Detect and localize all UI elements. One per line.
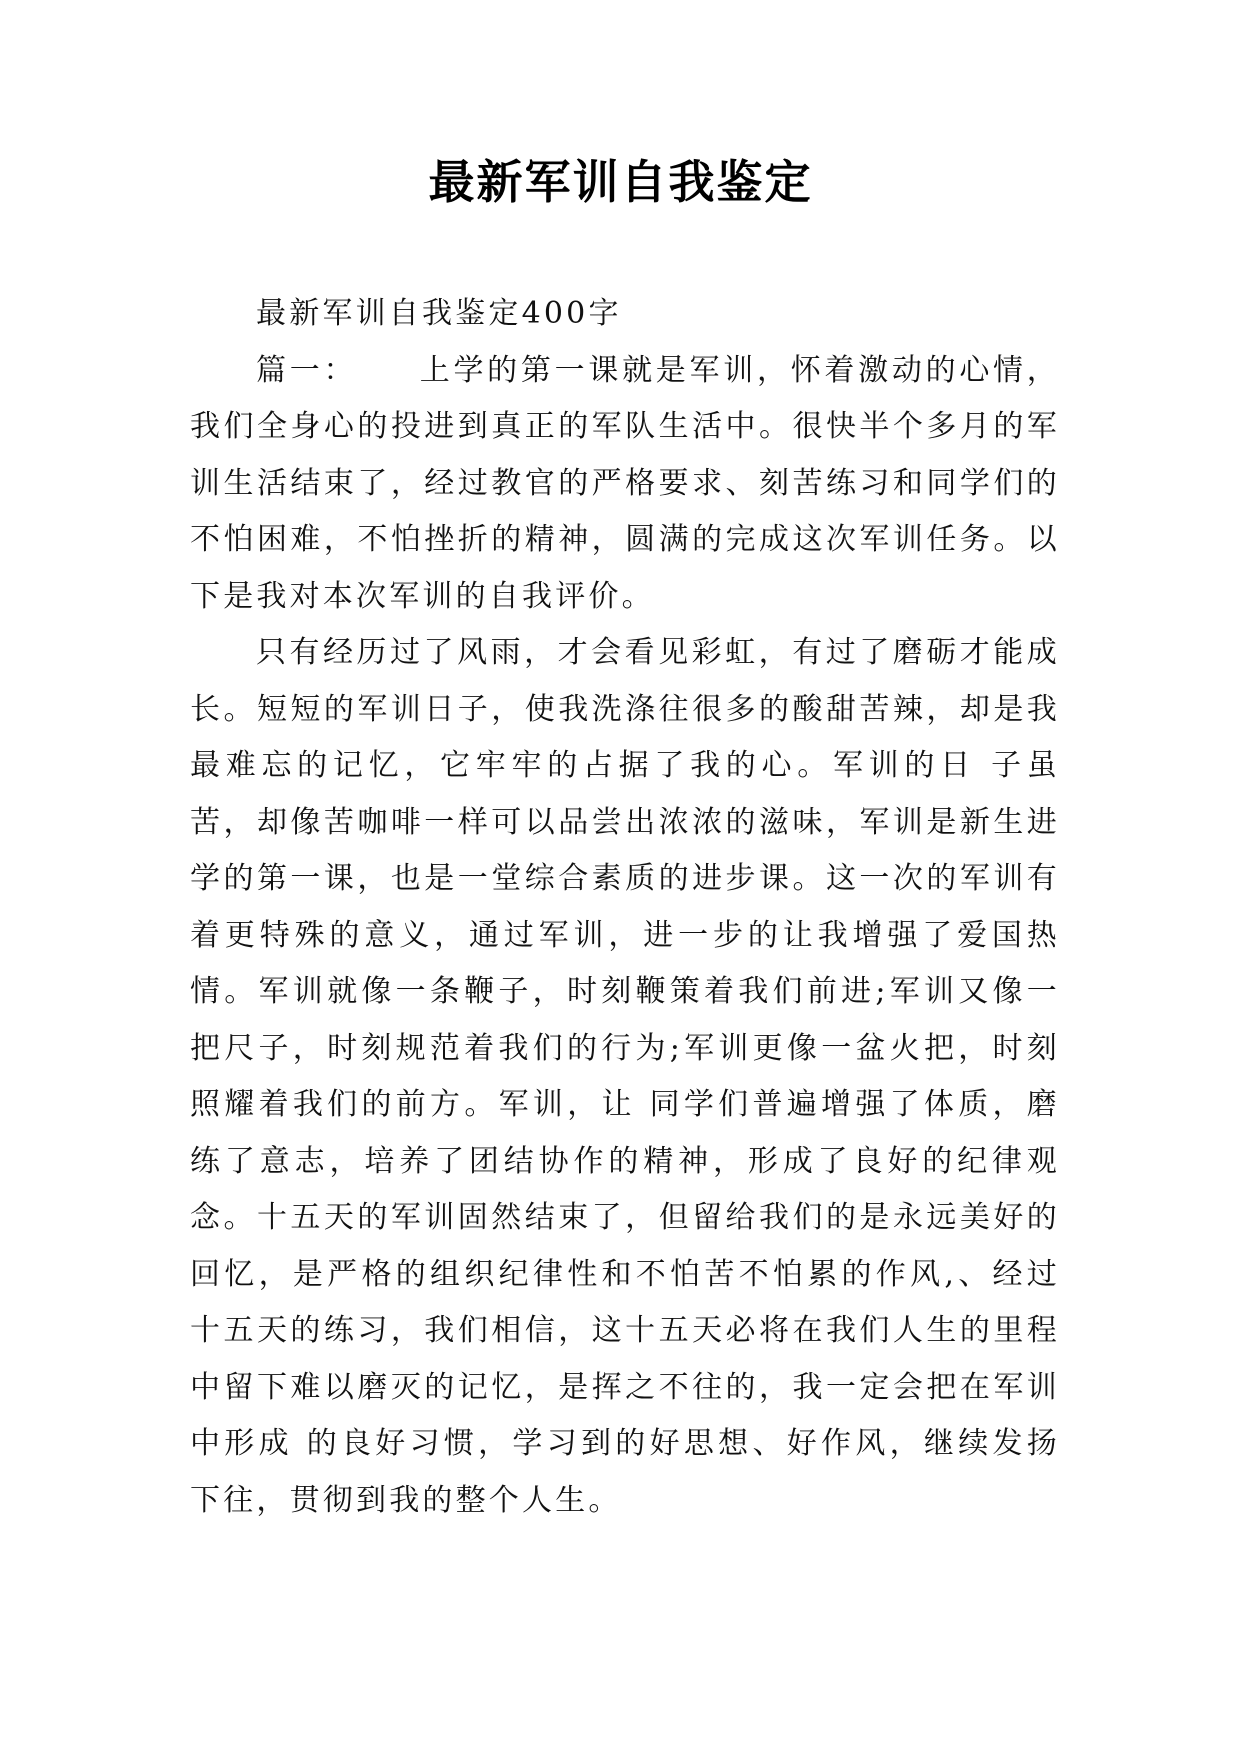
document-title: 最新军训自我鉴定 (428, 155, 813, 209)
document-body (190, 286, 1060, 1529)
paragraph-second: 只有经历过了风雨，才会看见彩虹，有过了磨砺才能成长。短短的军训日子，使我洗涤往很多的酸甜苦辣，却是我最难忘的记忆，它牢牢的占据了我的心。军训的日 子虽苦，却像苦咖啡一样可以品尝出浓浓的滋味，军训是新生进学的第一课，也是一堂综合素质的进步课。这一次的军训有着更特殊的意义，通过军训，进一步的让我增强了爱国热情。军训就像一条鞭子，时刻鞭策着我们前进;军训又像一把尺子，时刻规范着我们的行为;军训更像一盆火把，时刻照耀着我们的前方。军训，让 同学们普遍增强了体质，磨练了意志，培养了团结协作的精神，形成了良好的纪律观念。十五天的军训固然结束了，但留给我们的是永远美好的回忆，是严格的组织纪律性和不怕苦不怕累的作风,、经过十五天的练习，我们相信，这十五天必将在我们人生的里程中留下难以磨灭的记忆，是挥之不往的，我一定会把在军训中形成 的良好习惯，学习到的好思想、好作风，继续发扬下往，贯彻到我的整个人生。 (190, 635, 1060, 1518)
paragraph-first (190, 343, 1060, 626)
document-subtitle: 最新军训自我鉴定400字 (256, 296, 622, 331)
paragraph-1-text: 上学的第一课就是军训，怀着激动的心情，我们全身心的投进到真正的军队生活中。很快半个多月的军训生活结束了，经过教官的严格要求、刻苦练习和同学们的不怕困难，不怕挫折的精神，圆满的完成这次军训任务。以下是我对本次军训的自我评价。 (190, 352, 1060, 614)
section-label: 篇一： (256, 352, 358, 388)
